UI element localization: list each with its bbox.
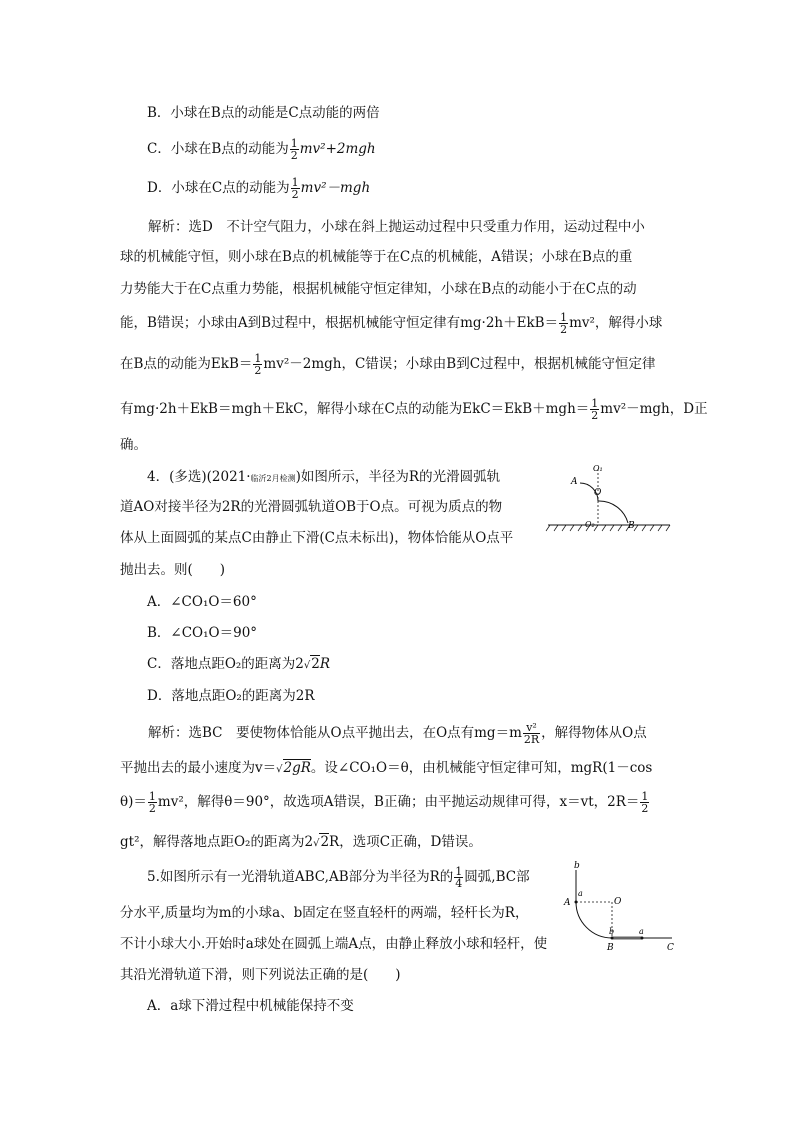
solution3-line7: 确。 xyxy=(120,437,147,453)
option-d-prev-text: D．小球在C点的动能为 xyxy=(147,180,290,196)
solution3-line6-b: mv²－mgh，D正 xyxy=(600,401,708,417)
fraction-half: $\frac{1}{2}$ xyxy=(290,137,298,162)
label-O1: O₁ xyxy=(593,465,603,473)
question4-option-c-text: C．落地点距O₂的距离为2 xyxy=(147,656,304,672)
solution3-line5-b: mv²－2mgh，C错误；小球由B到C过程中，根据机械能守恒定律 xyxy=(263,356,656,372)
question4-line1-b: )如图所示，半径为R的光滑圆弧轨 xyxy=(295,469,501,485)
label-O: O xyxy=(594,488,602,498)
ball-b-bottom xyxy=(611,937,614,940)
question4-option-a: A．∠CO₁O＝60° xyxy=(147,594,257,610)
lower-arc xyxy=(598,501,628,523)
question4-source-open: 4．(多选)(2021· xyxy=(147,469,251,485)
fraction-half: $\frac{1}{2}$ xyxy=(641,790,649,815)
solution3-line4-a: 能，B错误；小球由A到B过程中，根据机械能守恒定律有mg·2h＋EkB＝ xyxy=(120,315,559,331)
question4-line4: 抛出去。则( ) xyxy=(120,562,226,578)
ground-hatching xyxy=(546,525,670,531)
solution3-line4-b: mv²，解得小球 xyxy=(569,315,663,331)
fraction-half: $\frac{1}{2}$ xyxy=(148,790,156,815)
solution4-line4: gt²，解得落地点距O₂的距离为2√2R，选项C正确，D错误。 xyxy=(120,834,482,850)
solution4-line3 xyxy=(120,791,650,814)
solution4-line4-sqrt: 2 xyxy=(320,834,330,850)
solution4-line1 xyxy=(148,722,647,745)
label-O2: O₂ xyxy=(585,520,595,529)
question4-option-c: C．落地点距O₂的距离为2√2R xyxy=(147,656,331,672)
quarter-arc-track xyxy=(576,902,615,938)
question5-line3: 不计小球大小.开始时a球处在圆弧上端A点，由静止释放小球和轻杆，使 xyxy=(120,936,548,952)
question4-line2: 道AO对接半径为2R的光滑圆弧轨道OB于O点。可视为质点的物 xyxy=(120,499,503,515)
question4-option-c-unit: R xyxy=(319,656,331,672)
question4-option-c-sqrt: 2 xyxy=(311,656,320,672)
solution3-line6 xyxy=(120,398,708,421)
question5-line4: 其沿光滑轨道下滑，则下列说法正确的是( ) xyxy=(120,967,401,983)
fraction-half: $\frac{1}{2}$ xyxy=(291,176,299,201)
fraction-v2-over-2R: $\frac{\text{v²}}{2R}$ xyxy=(523,721,540,746)
question4-option-d: D．落地点距O₂的距离为2R xyxy=(147,688,315,704)
solution4-line4-a: gt²，解得落地点距O₂的距离为2 xyxy=(120,834,314,850)
label-B: B xyxy=(628,521,635,531)
option-c-prev-text: C．小球在B点的动能为 xyxy=(147,141,289,157)
label-A: A xyxy=(571,477,578,487)
option-c-prev xyxy=(147,138,376,161)
solution3-line1: 解析：选D 不计空气阻力，小球在斜上抛运动过程中只受重力作用，运动过程中小 xyxy=(148,219,645,235)
question5-option-a: A．a球下滑过程中机械能保持不变 xyxy=(147,998,354,1014)
solution4-line1-b: ，解得物体从O点 xyxy=(541,725,647,741)
question4-source-tiny: 临沂2月检测 xyxy=(250,474,296,483)
solution3-line4 xyxy=(120,312,662,335)
solution4-line3-b: mv²，解得θ＝90°，故选项A错误，B正确；由平抛运动规律可得，x＝vt，2R＝ xyxy=(157,794,640,810)
label-O: O xyxy=(614,897,622,907)
question5-line1-a: 5.如图所示有一光滑轨道ABC,AB部分为半径为R的 xyxy=(147,869,454,885)
solution4-line4-b: R，选项C正确，D错误。 xyxy=(329,834,482,850)
ball-a-bottom xyxy=(641,937,644,940)
solution3-line5-a: 在B点的动能为EkB＝ xyxy=(120,356,253,372)
question5-line1 xyxy=(147,866,530,889)
option-d-prev-formula: mv²－mgh xyxy=(300,180,371,196)
solution4-line2-a: 平抛出去的最小速度为v＝ xyxy=(120,760,277,776)
solution4-line2-b: 。设∠CO₁O＝θ，由机械能守恒定律可知，mgR(1－cos xyxy=(310,760,653,776)
question5-line1-b: 圆弧,BC部 xyxy=(464,869,530,885)
rod-horizontal xyxy=(612,937,642,940)
solution4-sqrt-2gR: 2gR xyxy=(283,760,311,776)
question4-line3: 体从上面圆弧的某点C由静止下滑(C点未标出)，物体恰能从O点平 xyxy=(120,530,514,546)
label-b-top: b xyxy=(574,861,580,871)
fraction-half: $\frac{1}{2}$ xyxy=(560,311,568,336)
figure-q5-track-with-rod xyxy=(560,860,680,955)
solution4-line2: 平抛出去的最小速度为v＝√2gR。设∠CO₁O＝θ，由机械能守恒定律可知，mgR(1－cos xyxy=(120,760,653,776)
question4-line1 xyxy=(147,467,500,489)
solution4-line3-a: θ)＝ xyxy=(120,794,147,810)
figure-q4-arc-track xyxy=(544,465,674,545)
option-b-prev: B．小球在B点的动能是C点动能的两倍 xyxy=(147,105,380,121)
solution3-line5 xyxy=(120,353,656,376)
label-B: B xyxy=(607,943,614,953)
question4-option-b: B．∠CO₁O＝90° xyxy=(147,625,258,641)
solution3-line3: 力势能大于在C点重力势能，根据机械能守恒定律知，小球在B点的动能小于在C点的动 xyxy=(120,281,637,297)
label-C: C xyxy=(667,943,674,953)
fraction-half: $\frac{1}{2}$ xyxy=(254,352,262,377)
option-c-prev-formula: mv²+2mgh xyxy=(299,141,376,157)
label-a-bottom: a xyxy=(639,927,644,936)
label-a-top: a xyxy=(578,889,583,898)
solution3-line2: 球的机械能守恒，则小球在B点的机械能等于在C点的机械能，A错误；小球在B点的重 xyxy=(120,249,633,265)
label-b-bottom: b xyxy=(609,927,615,936)
solution3-line6-a: 有mg·2h＋EkB＝mgh＋EkC，解得小球在C点的动能为EkC＝EkB＋mgh＝ xyxy=(120,401,590,417)
label-A: A xyxy=(564,898,571,908)
fraction-half: $\frac{1}{2}$ xyxy=(591,397,599,422)
question5-line2: 分水平,质量均为m的小球a、b固定在竖直轻杆的两端，轻杆长为R， xyxy=(120,905,529,921)
option-d-prev xyxy=(147,177,370,200)
fraction-quarter: $\frac{1}{4}$ xyxy=(455,865,463,890)
solution4-line1-a: 解析：选BC 要使物体恰能从O点平抛出去，在O点有mg＝m xyxy=(148,725,522,741)
